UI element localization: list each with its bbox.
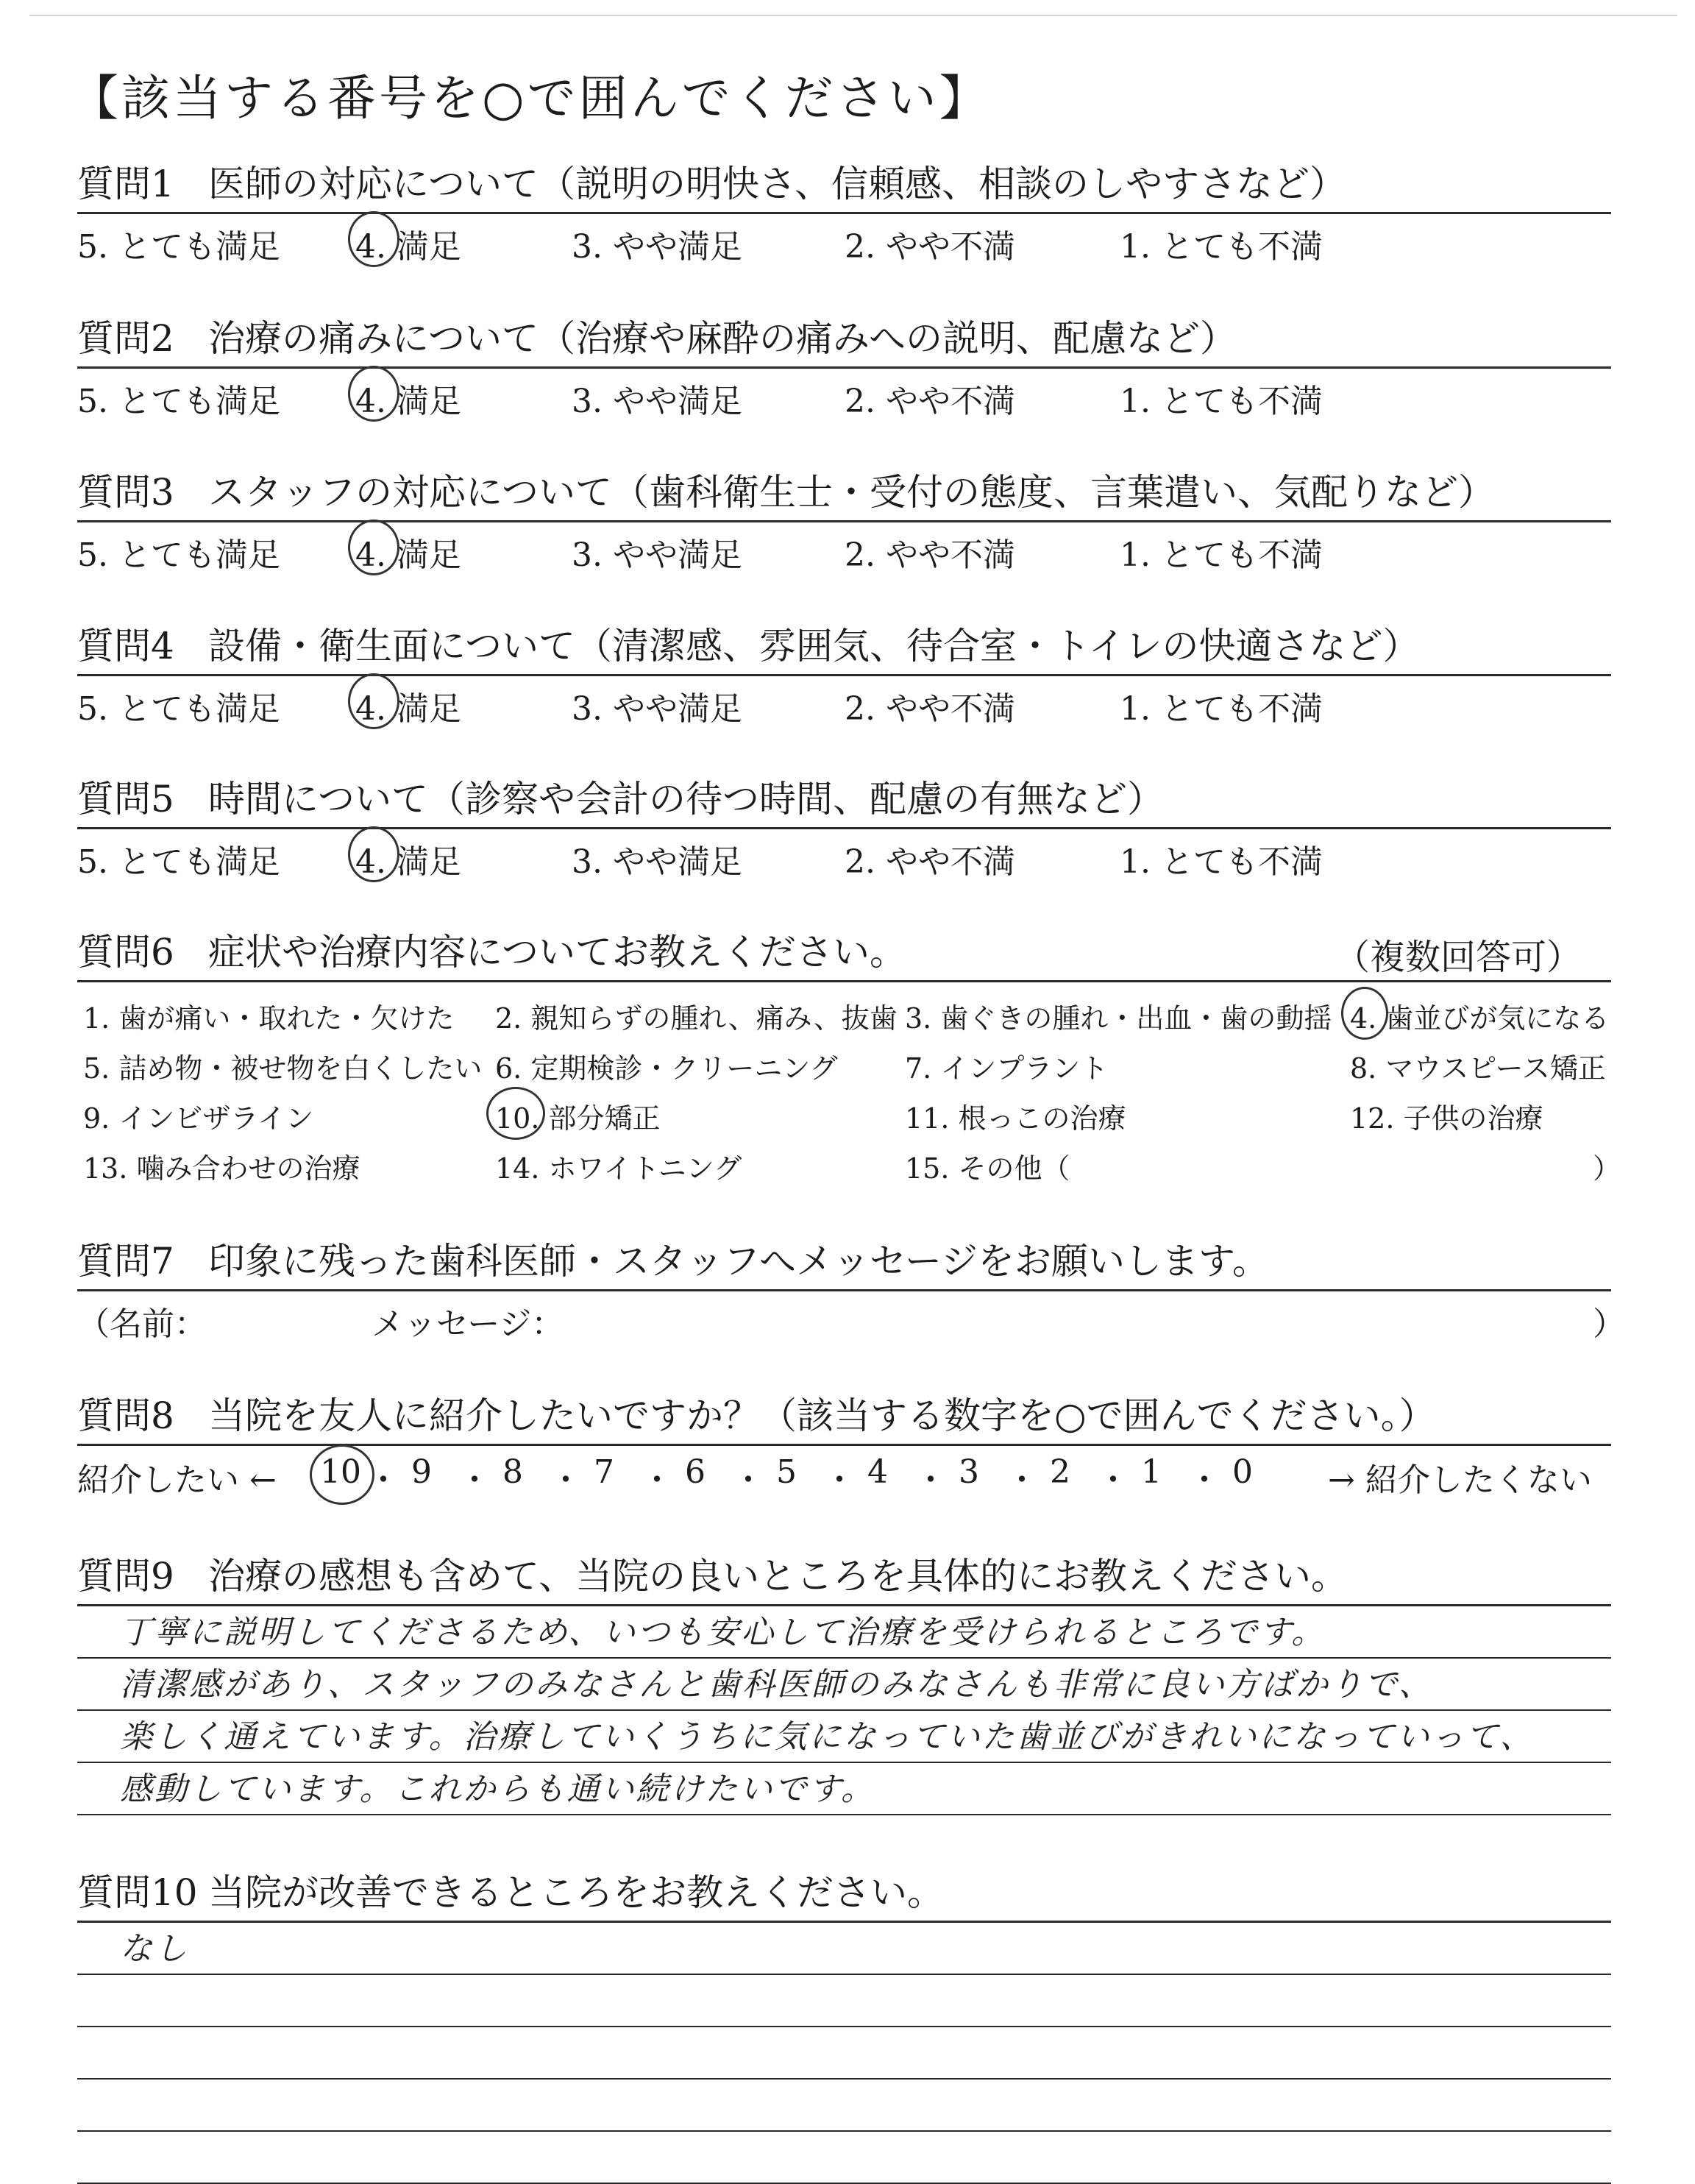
symptom-options [77, 987, 1621, 1200]
scale-option[interactable]: 5. とても満足 [77, 383, 280, 420]
handwritten-text: なし [120, 1930, 189, 1968]
question-6 [77, 929, 1621, 1200]
recommend-left-label: 紹介したい ← [77, 1461, 277, 1499]
symptom-option[interactable]: 2. 親知らずの腫れ、痛み、抜歯 [495, 1002, 898, 1035]
answer-line [77, 1659, 1611, 1711]
scale-separator: ・ [367, 1461, 399, 1499]
answer-line [77, 2080, 1611, 2132]
recommend-value[interactable]: 4 [867, 1453, 888, 1491]
scale-option[interactable]: 4. 満足 [355, 383, 461, 420]
scale-option[interactable]: 1. とても不満 [1120, 383, 1323, 420]
question-text: スタッフの対応について（歯科衛生士・受付の態度、言葉遣い、気配りなど） [208, 471, 1495, 514]
question-rule [77, 980, 1611, 982]
scale-option[interactable]: 2. やや不満 [845, 690, 1015, 728]
scale-option[interactable]: 3. やや満足 [572, 536, 742, 574]
scale-separator: ・ [732, 1461, 764, 1499]
symptom-option[interactable]: 8. マウスピース矯正 [1350, 1052, 1606, 1085]
question-number: 質問8 [77, 1394, 174, 1437]
symptom-option[interactable]: 11. 根っこの治療 [905, 1102, 1126, 1135]
question-4 [77, 623, 1611, 728]
satisfaction-scale [77, 829, 1611, 881]
scale-option[interactable]: 3. やや満足 [572, 690, 742, 728]
scale-option[interactable]: 4. 満足 [355, 536, 461, 574]
scale-separator: ・ [641, 1461, 673, 1499]
question-7 [77, 1238, 1625, 1343]
scale-separator: ・ [1188, 1461, 1220, 1499]
symptom-option[interactable]: 12. 子供の治療 [1350, 1102, 1543, 1135]
question-text: 医師の対応について（説明の明快さ、信頼感、相談のしやすさなど） [208, 163, 1346, 205]
symptom-option[interactable]: 14. ホワイトニング [495, 1152, 742, 1185]
answer-line [77, 1923, 1611, 1975]
symptom-option[interactable]: 7. インプラント [905, 1052, 1109, 1085]
question-5 [77, 776, 1611, 881]
scale-option[interactable]: 1. とても不満 [1120, 843, 1323, 881]
satisfaction-scale [77, 214, 1611, 266]
scale-option[interactable]: 2. やや不満 [845, 383, 1015, 420]
scale-option[interactable]: 3. やや満足 [572, 228, 742, 266]
handwritten-text: 丁寧に説明してくださるため、いつも安心して治療を受けられるところです。 [120, 1614, 1326, 1651]
recommend-value[interactable]: 3 [959, 1453, 979, 1491]
scale-separator: ・ [1006, 1461, 1038, 1499]
recommend-value[interactable]: 8 [502, 1453, 523, 1491]
question-number: 質問7 [77, 1240, 174, 1283]
satisfaction-scale [77, 369, 1611, 420]
scale-option[interactable]: 3. やや満足 [572, 383, 742, 420]
scale-option[interactable]: 2. やや不満 [845, 843, 1015, 881]
page-header: 【該当する番号を○で囲んでください】 [70, 70, 991, 127]
selected-circle-mark [348, 366, 399, 422]
question-number: 質問4 [77, 625, 174, 667]
scale-separator: ・ [550, 1461, 582, 1499]
recommend-value[interactable]: 0 [1232, 1453, 1253, 1491]
symptom-option[interactable]: 10. 部分矯正 [495, 1102, 661, 1135]
question-text: 当院が改善できるところをお教えください。 [208, 1871, 944, 1914]
question-text: 設備・衛生面について（清潔感、雰囲気、待合室・トイレの快適さなど） [208, 625, 1420, 667]
answer-line [77, 1606, 1611, 1659]
symptom-option[interactable]: 6. 定期検診・クリーニング [495, 1052, 838, 1085]
scale-option[interactable]: 1. とても不満 [1120, 536, 1323, 574]
symptom-option[interactable]: 5. 詰め物・被せ物を白くしたい [83, 1052, 483, 1085]
question-text: 当院を友人に紹介したいですか？（該当する数字を○で囲んでください。） [208, 1394, 1436, 1437]
scale-option[interactable]: 2. やや不満 [845, 228, 1015, 266]
other-closing-paren: ） [1593, 1152, 1621, 1185]
answer-line [77, 1975, 1611, 2027]
scale-option[interactable]: 5. とても満足 [77, 843, 280, 881]
recommend-value[interactable]: 9 [411, 1453, 432, 1491]
question-rule [77, 1289, 1611, 1291]
handwritten-answer-q9 [77, 1606, 1611, 1815]
satisfaction-scale [77, 676, 1611, 728]
question-1 [77, 160, 1611, 266]
top-edge-line [29, 15, 1677, 16]
answer-line [77, 2027, 1611, 2080]
handwritten-text: 感動しています。これからも通い続けたいです。 [120, 1770, 875, 1808]
scale-separator: ・ [914, 1461, 947, 1499]
answer-line [77, 1711, 1611, 1763]
symptom-option[interactable]: 4. 歯並びが気になる [1350, 1002, 1610, 1035]
handwritten-text: 清潔感があり、スタッフのみなさんと歯科医師のみなさんも非常に良い方ばかりで、 [120, 1666, 1434, 1703]
answer-line [77, 2132, 1611, 2184]
recommend-value[interactable]: 10 [320, 1453, 361, 1491]
scale-option[interactable]: 4. 満足 [355, 228, 461, 266]
question-number: 質問3 [77, 471, 174, 514]
recommend-value[interactable]: 6 [685, 1453, 706, 1491]
question-10 [77, 1869, 1611, 2184]
scale-option[interactable]: 4. 満足 [355, 843, 461, 881]
question-2 [77, 315, 1611, 420]
recommend-scale [77, 1446, 1611, 1499]
handwritten-answer-q10 [77, 1923, 1611, 2184]
question-number: 質問10 [77, 1871, 198, 1914]
satisfaction-scale [77, 522, 1611, 574]
selected-circle-mark [310, 1444, 374, 1505]
message-label: メッセージ： [372, 1305, 564, 1343]
scale-option[interactable]: 5. とても満足 [77, 536, 280, 574]
question-number: 質問9 [77, 1555, 174, 1598]
recommend-value[interactable]: 2 [1050, 1453, 1070, 1491]
scale-option[interactable]: 5. とても満足 [77, 690, 280, 728]
question-text: 症状や治療内容についてお教えください。 [208, 931, 906, 974]
question-text: 治療の痛みについて（治療や麻酔の痛みへの説明、配慮など） [208, 317, 1237, 360]
question-number: 質問6 [77, 931, 174, 974]
question-number: 質問5 [77, 778, 174, 820]
scale-option[interactable]: 2. やや不満 [845, 536, 1015, 574]
question-3 [77, 469, 1611, 574]
symptom-option[interactable]: 9. インビザライン [83, 1102, 314, 1135]
multiple-answers-note: （複数回答可） [1334, 937, 1582, 978]
selected-circle-mark [348, 211, 399, 267]
recommend-value[interactable]: 1 [1141, 1453, 1162, 1491]
scale-separator: ・ [823, 1461, 856, 1499]
scale-separator: ・ [458, 1461, 491, 1499]
symptom-option[interactable]: 13. 噛み合わせの治療 [83, 1152, 360, 1185]
scale-separator: ・ [1097, 1461, 1129, 1499]
selected-circle-mark [348, 826, 399, 882]
question-text: 印象に残った歯科医師・スタッフへメッセージをお願いします。 [208, 1240, 1269, 1283]
symptom-option[interactable]: 3. 歯ぐきの腫れ・出血・歯の動揺 [905, 1002, 1332, 1035]
symptom-option[interactable]: 1. 歯が痛い・取れた・欠けた [83, 1002, 455, 1035]
name-label: （名前： [77, 1305, 207, 1343]
question-text: 時間について（診察や会計の待つ時間、配慮の有無など） [208, 778, 1164, 820]
closing-paren: ） [1593, 1305, 1625, 1343]
selected-circle-mark [1341, 987, 1388, 1040]
recommend-value[interactable]: 5 [776, 1453, 797, 1491]
recommend-right-label: → 紹介したくない [1328, 1461, 1592, 1499]
recommend-value[interactable]: 7 [594, 1453, 614, 1491]
answer-line [77, 1763, 1611, 1815]
selected-circle-mark [348, 520, 399, 575]
scale-option[interactable]: 3. やや満足 [572, 843, 742, 881]
scale-option[interactable]: 4. 満足 [355, 690, 461, 728]
handwritten-text: 楽しく通えています。治療していくうちに気になっていた歯並びがきれいになっていって、 [120, 1718, 1535, 1756]
question-text: 治療の感想も含めて、当院の良いところを具体的にお教えください。 [208, 1555, 1348, 1598]
scale-option[interactable]: 1. とても不満 [1120, 690, 1323, 728]
selected-circle-mark [348, 673, 399, 729]
symptom-option[interactable]: 15. その他（ [905, 1152, 1070, 1185]
selected-circle-mark [486, 1087, 545, 1140]
scale-option[interactable]: 1. とても不満 [1120, 228, 1323, 266]
scale-option[interactable]: 5. とても満足 [77, 228, 280, 266]
question-9 [77, 1553, 1611, 1815]
question-number: 質問2 [77, 317, 174, 360]
question-8 [77, 1392, 1611, 1499]
question-number: 質問1 [77, 163, 174, 205]
